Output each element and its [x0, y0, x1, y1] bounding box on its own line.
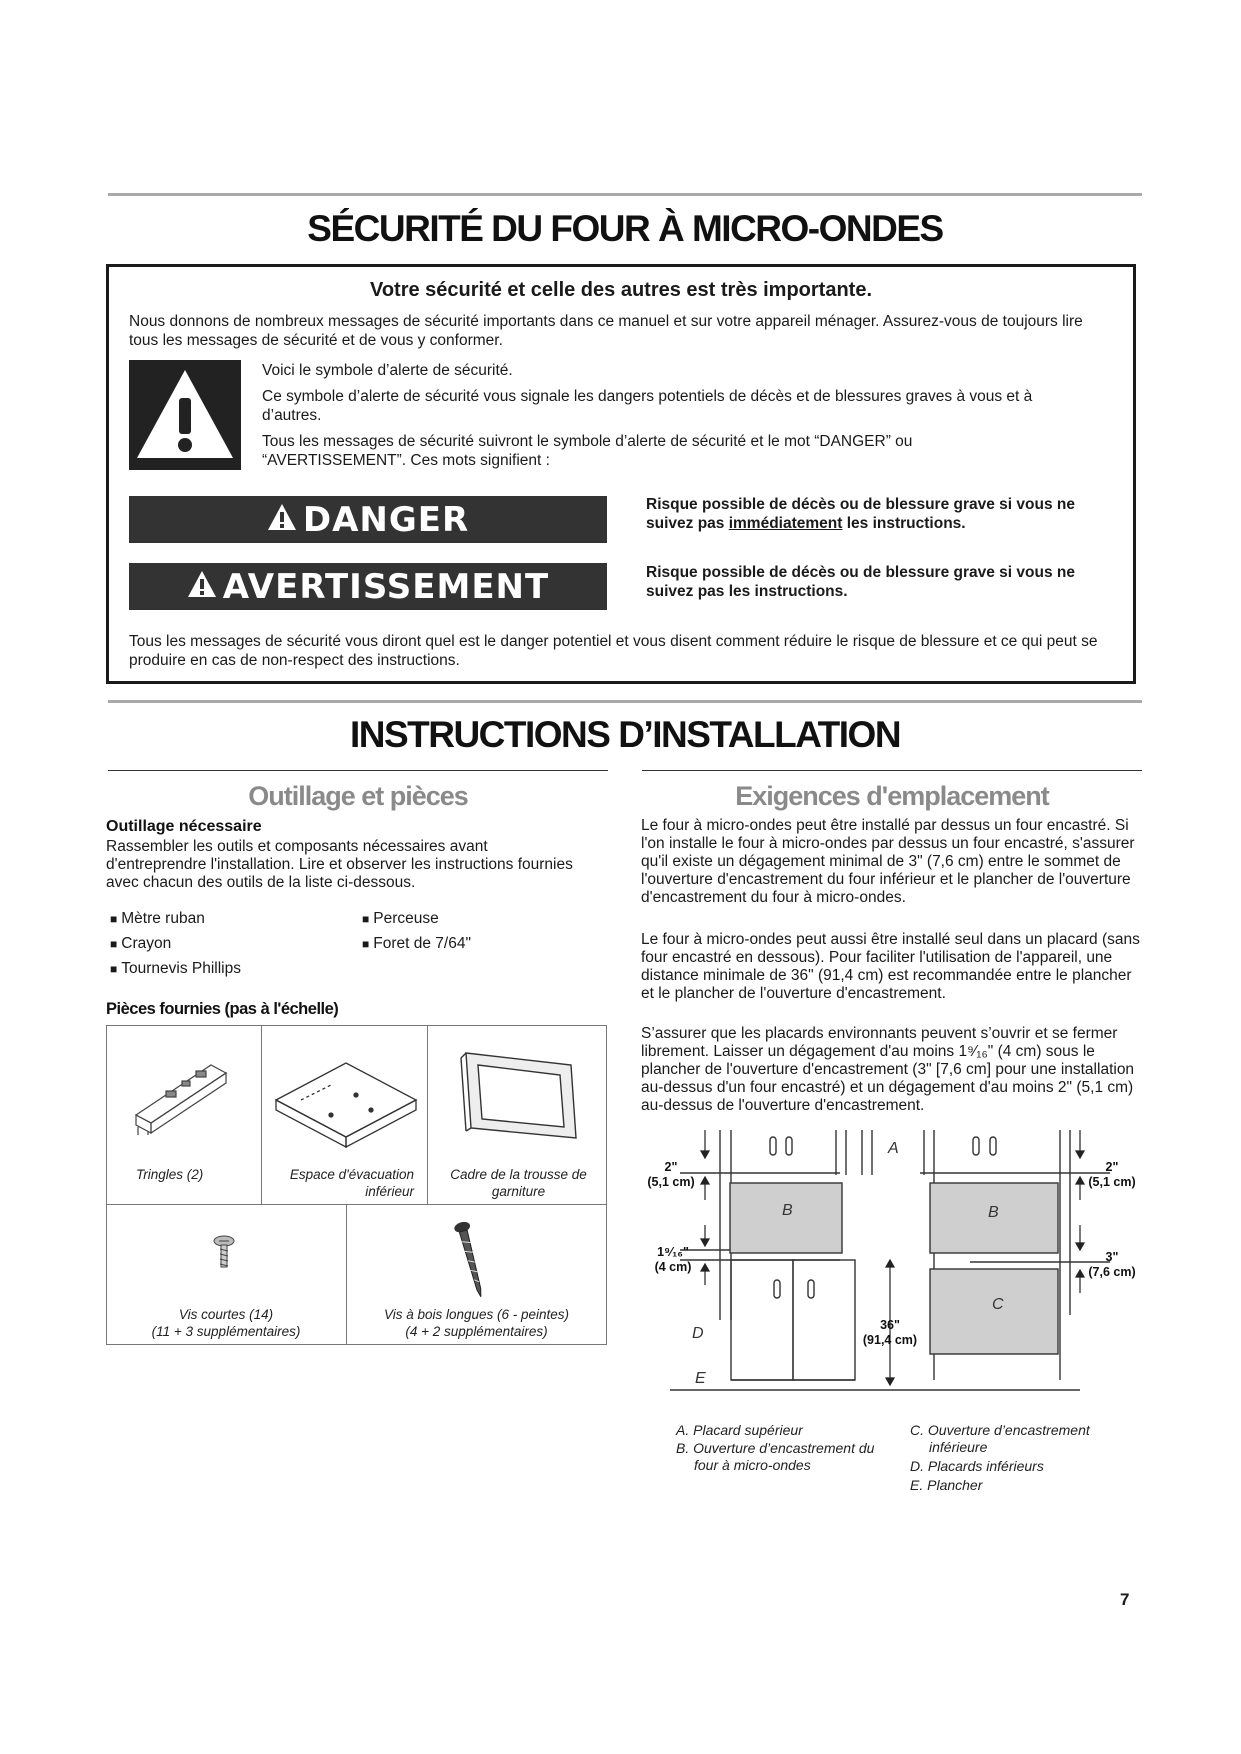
- parts-table: [106, 1025, 607, 1345]
- label-b-left: B: [782, 1202, 793, 1219]
- location-paragraph-1: Le four à micro-ondes peut être installé par dessus un four encastré. Si l'on installe le four à micro-ondes par dessus un four encastré, s'assurer qu'il existe un dégagement minimal de 3" (7,6 cm) entre le sommet de l'ouverture d'encastrement du four inférieur et le plancher de l'ouverture d'encastrement du four à micro-ondes.: [641, 817, 1135, 906]
- tool-item: ■ Foret de 7/64": [362, 934, 471, 954]
- tools-subheading: Outillage nécessaire: [106, 818, 262, 835]
- dim-36: 36" (91,4 cm): [862, 1318, 918, 1347]
- legend-e: E. Plancher: [910, 1477, 983, 1493]
- symbol-desc: Ce symbole d’alerte de sécurité vous signale les dangers potentiels de décès et de blessures graves à vous et à d’autres.: [262, 388, 1033, 424]
- label-d: D: [692, 1325, 704, 1342]
- install-rule: [108, 700, 1142, 703]
- rails-caption: Tringles (2): [136, 1167, 204, 1182]
- safety-box: [106, 264, 1136, 684]
- danger-bar: [129, 496, 607, 543]
- location-paragraph-2: Le four à micro-ondes peut aussi être installé seul dans un placard (sans four encastré en dessous). Pour faciliter l'utilisation de l'appareil, une distance minimale de 36" (91,4 cm) est recommandée entre le plancher et le plancher de l'ouverture d'encastrement.: [641, 931, 1140, 1002]
- legend-b: B. Ouverture d’encastrement du four à micro-ondes: [676, 1440, 875, 1473]
- danger-alert-icon: [267, 500, 297, 540]
- dim-1916: 1⁹⁄₁₆" (4 cm): [654, 1245, 692, 1274]
- alert-symbol-icon: [129, 360, 241, 470]
- label-e: E: [695, 1370, 706, 1387]
- tool-item: ■ Tournevis Phillips: [110, 959, 241, 979]
- safety-footer: Tous les messages de sécurité vous diront quel est le danger potentiel et vous disent comment réduire le risque de blessure et ce qui peut se produire en cas de non-respect des instructions.: [129, 633, 1098, 669]
- label-a: A: [888, 1140, 899, 1157]
- location-paragraph-3: S’assurer que les placards environnants peuvent s’ouvrir et se fermer librement. Laisser un dégagement d'au moins 1⁹⁄₁₆" (4 cm) sous le plancher de l'ouverture d'encastrement (3" [7,6 cm] pour une installation au-dessus d'un four encastré) et un dégagement d'au moins 2" (5,1 cm) au-dessus de l'ouverture d'encastrement.: [641, 1025, 1135, 1114]
- label-b-right: B: [988, 1204, 999, 1221]
- symbol-line: Voici le symbole d’alerte de sécurité.: [262, 362, 513, 379]
- warning-alert-icon: [187, 567, 217, 607]
- rails-icon: [126, 1045, 236, 1135]
- legend-c: C. Ouverture d’encastrement inférieure: [910, 1422, 1090, 1455]
- right-column-rule: [642, 770, 1142, 771]
- danger-label: DANGER: [302, 499, 470, 540]
- warning-bar: [129, 563, 607, 610]
- exhaust-spacer-icon: [271, 1055, 421, 1155]
- label-c: C: [992, 1296, 1004, 1313]
- page-number: 7: [1120, 1590, 1130, 1609]
- wood-screws-caption: Vis à bois longues (6 - peintes) (4 + 2 supplémentaires): [383, 1307, 570, 1339]
- danger-text: Risque possible de décès ou de blessure grave si vous ne suivez pas immédiatement les instructions.: [646, 496, 1075, 532]
- tool-item: ■ Perceuse: [362, 909, 439, 929]
- top-rule: [108, 193, 1142, 196]
- tool-item: ■ Mètre ruban: [110, 909, 205, 929]
- tool-item: ■ Crayon: [110, 934, 171, 954]
- parts-subheading: Pièces fournies (pas à l'échelle): [106, 1000, 339, 1018]
- clearance-diagram: [640, 1125, 1140, 1410]
- short-screw-icon: [211, 1235, 237, 1275]
- safety-box-heading: Votre sécurité et celle des autres est très importante.: [369, 279, 873, 301]
- tools-heading: Outillage et pièces: [248, 781, 468, 811]
- install-title: INSTRUCTIONS D’INSTALLATION: [349, 714, 901, 755]
- messages-line: Tous les messages de sécurité suivront le symbole d’alerte de sécurité et le mot “DANGER” ou “AVERTISSEMENT”. Ces mots signifient :: [262, 433, 913, 469]
- short-screws-caption: Vis courtes (14) (11 + 3 supplémentaires): [151, 1307, 301, 1339]
- warning-text: Risque possible de décès ou de blessure grave si vous ne suivez pas les instructions.: [646, 564, 1075, 600]
- warning-label: AVERTISSEMENT: [222, 566, 550, 607]
- safety-title: SÉCURITÉ DU FOUR À MICRO-ONDES: [307, 208, 943, 249]
- safety-intro: Nous donnons de nombreux messages de sécurité importants dans ce manuel et sur votre appareil ménager. Assurez-vous de toujours lire tous les messages de sécurité et de vous y conformer.: [129, 313, 1083, 349]
- legend-d: D. Placards inférieurs: [910, 1458, 1044, 1474]
- tools-intro: Rassembler les outils et composants nécessaires avant d'entreprendre l'installation. Lire et observer les instructions fournies avec chacun des outils de la liste ci-dessous.: [106, 838, 573, 891]
- trim-frame-icon: [456, 1043, 586, 1143]
- left-column-rule: [108, 770, 608, 771]
- frame-caption: Cadre de la trousse de garniture: [450, 1167, 587, 1199]
- dim-3: 3" (7,6 cm): [1088, 1250, 1136, 1279]
- legend-a: A. Placard supérieur: [676, 1422, 803, 1438]
- wood-screw-icon: [451, 1220, 491, 1300]
- dim-2-left: 2" (5,1 cm): [647, 1160, 695, 1189]
- dim-2-right: 2" (5,1 cm): [1088, 1160, 1136, 1189]
- exhaust-caption: Espace d'évacuation inférieur: [289, 1167, 414, 1199]
- location-heading: Exigences d'emplacement: [735, 781, 1049, 811]
